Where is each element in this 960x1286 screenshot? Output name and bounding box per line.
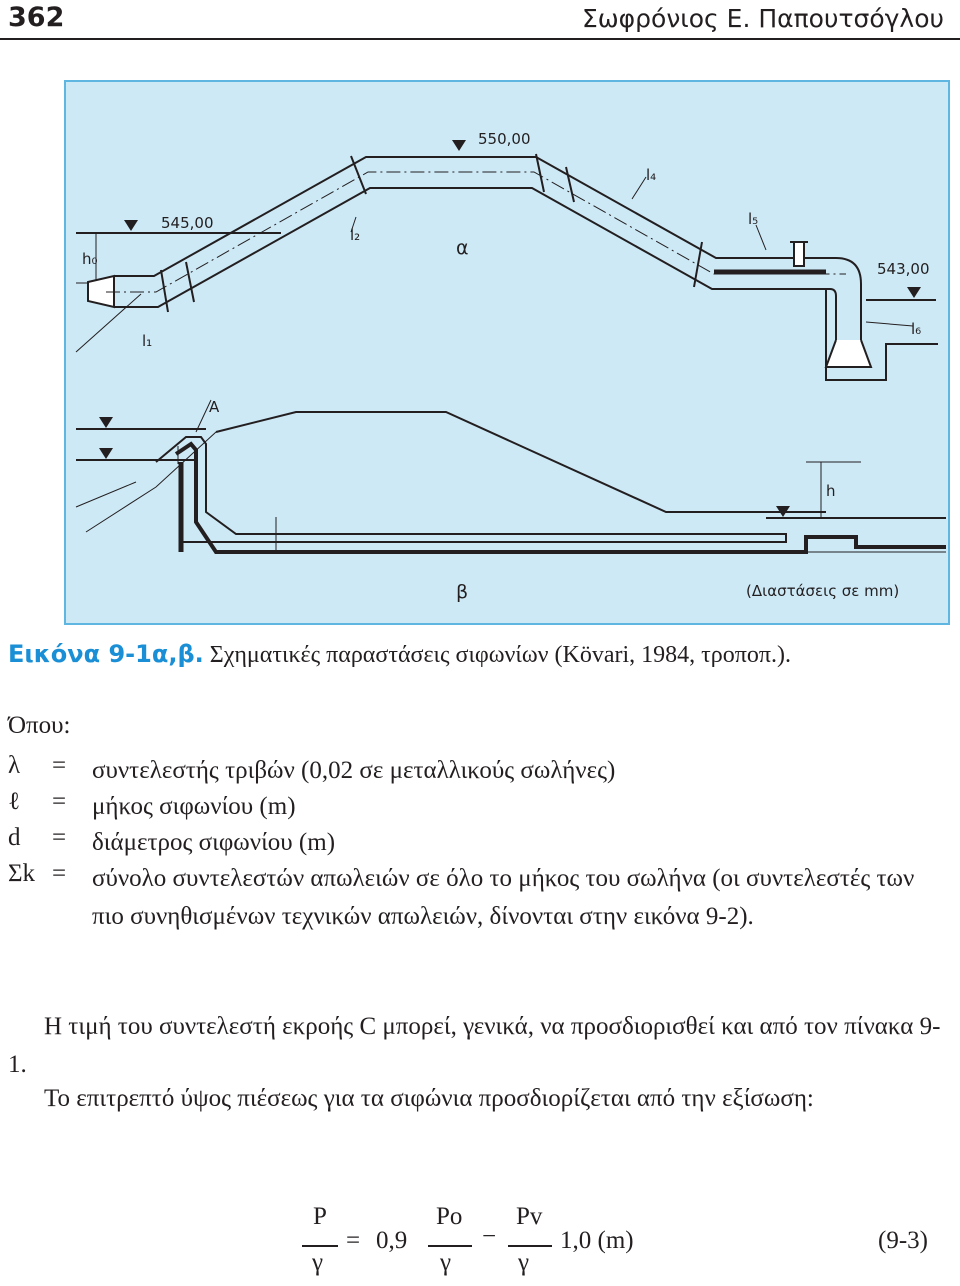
water-level-marker — [99, 417, 113, 428]
equation-9-3 — [0, 1195, 960, 1286]
definition-symbol: d — [8, 824, 21, 851]
fraction-bar — [302, 1245, 338, 1247]
water-level-marker — [124, 220, 138, 231]
definition-symbol: ℓ — [8, 788, 20, 815]
eq-term2-denominator: γ — [518, 1249, 530, 1276]
eq-term1-numerator: Po — [436, 1203, 463, 1230]
label-elev-start: 545,00 — [161, 214, 214, 232]
paragraph — [8, 1080, 952, 1118]
where-label: Όπου: — [8, 712, 71, 739]
eq-tail: 1,0 (m) — [560, 1227, 634, 1254]
label-beta: β — [456, 581, 469, 603]
fraction-bar — [508, 1245, 552, 1247]
page-header — [0, 0, 960, 42]
outlet-bell — [826, 340, 871, 367]
fraction-bar — [428, 1245, 472, 1247]
definition-equals: = — [52, 752, 67, 779]
equation-number: (9-3) — [878, 1227, 928, 1254]
label-h: h — [826, 482, 836, 500]
definition-text: σύνολο συντελεστών απωλειών σε όλο το μήκος του σωλήνα (οι συντελεστές των πιο συνηθισμένων τεχνικών απωλειών, δίνονται στην εικόνα 9-2). — [92, 865, 915, 930]
definition-symbol: λ — [8, 752, 21, 779]
definition-equals: = — [52, 788, 67, 815]
eq-lhs-denominator: γ — [312, 1249, 324, 1276]
label-alpha: α — [456, 237, 469, 259]
siphon-hood — [156, 437, 786, 544]
eq-lhs-numerator: P — [313, 1203, 327, 1230]
siphon-pipe-lower-edge — [114, 188, 836, 340]
running-head-author: Σωφρόνιος Ε. Παπουτσόγλου — [581, 4, 944, 33]
dimensions-note: (Διαστάσεις σε mm) — [746, 582, 900, 600]
water-level-marker — [452, 140, 466, 151]
definition-equals: = — [52, 824, 67, 851]
definition-text: συντελεστής τριβών (0,02 σε μεταλλικούς σωλήνες) — [92, 757, 616, 784]
paragraph-text: Η τιμή του συντελεστή εκροής C μπορεί, γενικά, να προσδιορισθεί και από τον πίνακα 9-1. — [8, 1013, 941, 1078]
caption-label: Εικόνα 9-1α,β. — [8, 640, 204, 668]
eq-term2-numerator: Pv — [516, 1203, 543, 1230]
water-level-markers — [99, 140, 921, 517]
figure-caption — [8, 640, 791, 669]
caption-text: Σχηματικές παραστάσεις σιφωνίων (Kövari, 1984, τροποπ.). — [203, 642, 791, 668]
dam-crest — [216, 412, 826, 512]
label-elev-top: 550,00 — [478, 130, 531, 148]
water-level-marker — [99, 448, 113, 459]
label-A: Α — [209, 398, 220, 416]
eq-equals: = — [346, 1227, 361, 1254]
paragraph-text: Το επιτρεπτό ύψος πιέσεως για τα σιφώνια προσδιορίζεται από την εξίσωση: — [44, 1085, 814, 1112]
label-elev-end: 543,00 — [877, 260, 930, 278]
figure-9-1 — [64, 80, 950, 625]
valve — [794, 242, 804, 266]
definition-symbol: Σk — [8, 860, 36, 887]
paragraph — [8, 1008, 952, 1084]
label-l2: l₂ — [350, 226, 361, 244]
definition-text: διάμετρος σιφωνίου (m) — [92, 829, 336, 856]
label-l4: l₄ — [646, 166, 657, 184]
label-l1: l₁ — [142, 332, 153, 350]
eq-minus: − — [482, 1223, 497, 1250]
eq-coefficient: 0,9 — [376, 1227, 408, 1254]
header-rule — [0, 38, 960, 40]
label-l6: l₆ — [911, 320, 922, 338]
eq-term1-denominator: γ — [440, 1249, 452, 1276]
definition-equals: = — [52, 860, 67, 887]
definition-text: μήκος σιφωνίου (m) — [92, 793, 296, 820]
label-l5: l₅ — [748, 210, 759, 228]
page-number: 362 — [8, 2, 65, 33]
water-level-marker — [907, 287, 921, 298]
label-h0: h₀ — [82, 250, 98, 268]
siphon-diagrams — [66, 82, 948, 623]
siphon-pipe-upper-edge — [114, 157, 861, 340]
